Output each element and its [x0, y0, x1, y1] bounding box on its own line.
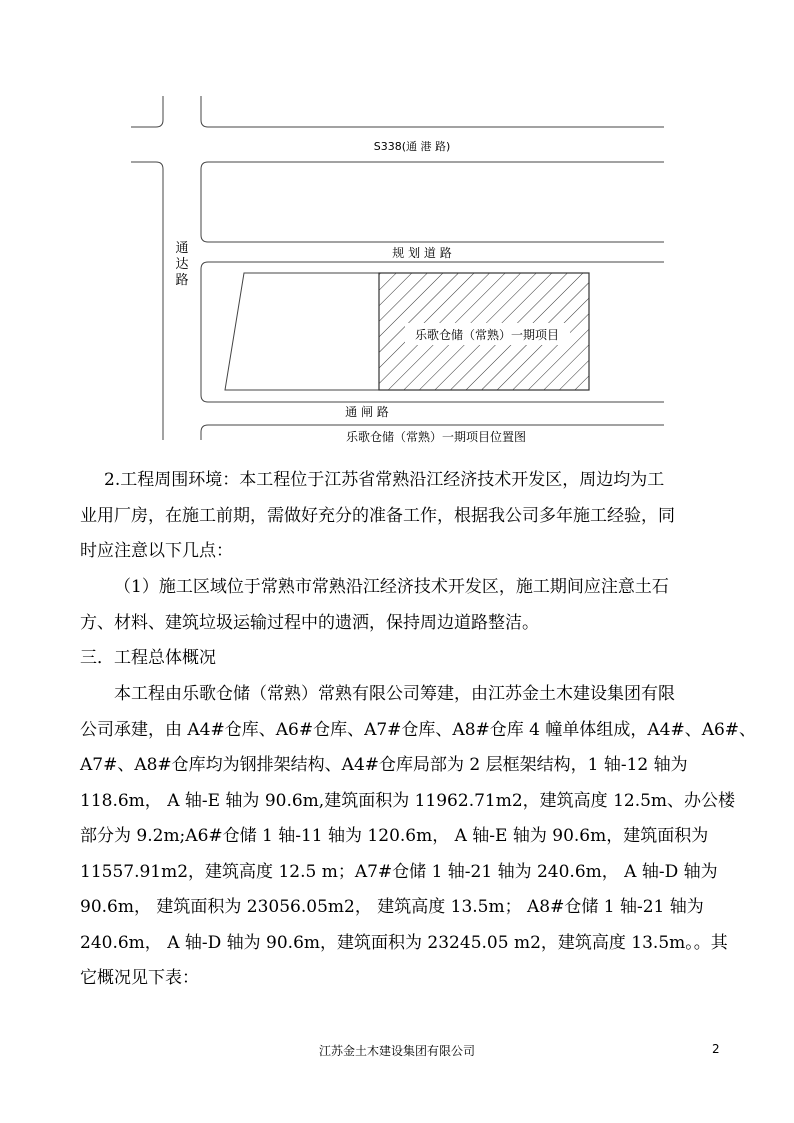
page-number: 2 [712, 1042, 720, 1056]
footer-company: 江苏金土木建设集团有限公司 [318, 1044, 475, 1058]
paragraph-surroundings [80, 463, 720, 570]
text-line: 240.6m， A 轴-D 轴为 90.6m，建筑面积为 23245.05 m2，建筑高度 13.5m。。其 [80, 932, 728, 953]
section-heading [80, 641, 720, 677]
text-line: 本工程由乐歌仓储（常熟）常熟有限公司筹建，由江苏金土木建设集团有限 [114, 684, 675, 704]
road-label-tongda-3: 路 [175, 273, 189, 288]
road-edge [131, 162, 163, 440]
adjacent-lot [225, 273, 379, 390]
road-label-tongzha: 通 闸 路 [345, 405, 389, 419]
road-label-planned: 规 划 道 路 [392, 246, 452, 260]
text-line: 业用厂房，在施工前期，需做好充分的准备工作，根据我公司多年施工经验，同 [80, 505, 675, 526]
text-line: 时应注意以下几点： [80, 541, 233, 561]
road-label-tongda-2: 达 [175, 257, 189, 272]
road-edge [201, 96, 664, 127]
road-label-tongda-1: 通 [175, 241, 189, 256]
text-line: （1）施工区域位于常熟市常熟沿江经济技术开发区，施工期间应注意土石 [114, 577, 669, 597]
text-line: 它概况见下表： [80, 968, 199, 988]
project-location-map [0, 0, 794, 450]
text-line: 部分为 9.2m;A6#仓储 1 轴-11 轴为 120.6m， A 轴-E 轴为 90.6m，建筑面积为 [80, 826, 709, 846]
map-caption: 乐歌仓储（常熟）一期项目位置图 [345, 430, 527, 444]
paragraph-overview [80, 677, 757, 997]
text-line: 90.6m， 建筑面积为 23056.05m2， 建筑高度 13.5m； A8#仓储 1 轴-21 轴为 [80, 897, 704, 917]
text-line: A7#、A8#仓库均为钢排架结构、A4#仓库局部为 2 层框架结构，1 轴-12 轴为 [80, 755, 688, 775]
road-label-s338: S338(通 港 路) [373, 140, 451, 153]
text-line: 方、材料、建筑垃圾运输过程中的遗洒，保持周边道路整洁。 [80, 612, 539, 633]
text-line: 11557.91m2，建筑高度 12.5 m；A7#仓储 1 轴-21 轴为 240.6m， A 轴-D 轴为 [80, 861, 718, 882]
road-edge [131, 96, 163, 127]
text-line: 118.6m， A 轴-E 轴为 90.6m,建筑面积为 11962.71m2，建筑高度 12.5m、办公楼 [80, 790, 736, 811]
paragraph-construction-notes [80, 570, 720, 641]
text-line: 公司承建，由 A4#仓库、A6#仓库、A7#仓库、A8#仓库 4 幢单体组成，A4#、A6#、 [80, 719, 757, 740]
road-edge [201, 162, 664, 242]
project-label: 乐歌仓储（常熟）一期项目 [414, 328, 560, 342]
text-line: 2.工程周围环境：本工程位于江苏省常熟沿江经济技术开发区，周边均为工 [104, 470, 665, 490]
heading-overview: 三．工程总体概况 [80, 648, 216, 668]
